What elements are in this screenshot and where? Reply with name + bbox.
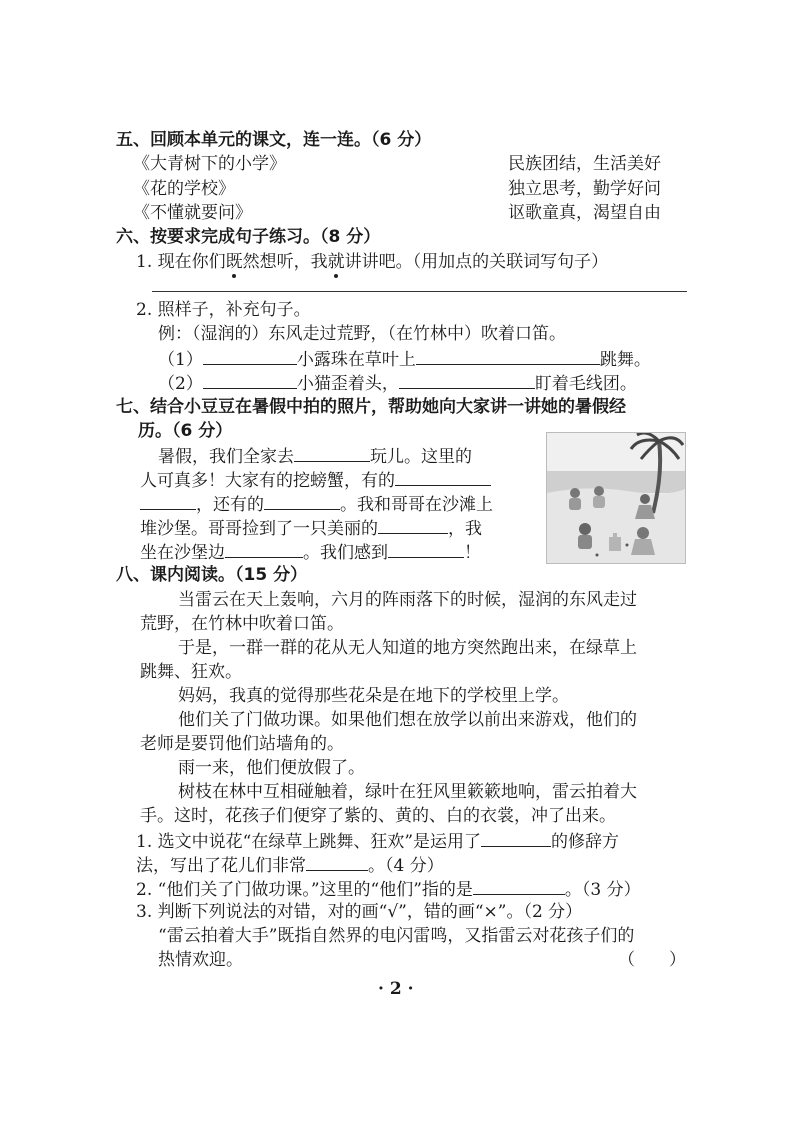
passage-line: 妈妈，我真的觉得那些花朵是在地下的学校里上学。 (178, 686, 569, 706)
section-8-heading: 八、课内阅读。（15 分） (116, 565, 308, 585)
example-sentence: 例：（湿润的）东风走过荒野，（在竹林中）吹着口笛。 (158, 324, 566, 344)
blank[interactable] (294, 443, 370, 462)
match-right-1: 民族团结，生活美好 (508, 154, 661, 174)
fill-sentence-2: （2） 小猫歪着头， 盯着毛线团。 (158, 370, 637, 396)
story-line-5: 坐在沙堡边 。我们感到 ！ (140, 539, 481, 565)
story-line-4: 堆沙堡。哥哥捡到了一只美丽的 ，我 (140, 515, 482, 541)
passage-line: 雨一来，他们便放假了。 (178, 758, 365, 778)
beach-photo-illustration (547, 433, 685, 563)
story-line-2: 人可真多！大家有的挖螃蟹，有的 (140, 467, 491, 493)
section-5-heading: 五、回顾本单元的课文，连一连。（6 分） (116, 130, 432, 150)
page-number: · 2 · (378, 979, 414, 999)
match-right-2: 独立思考，勤学好问 (508, 179, 661, 199)
blank[interactable] (473, 876, 565, 895)
blank[interactable] (264, 491, 340, 510)
dotted-char-ji: 既 (225, 252, 243, 272)
reading-q1-line1: 1. 选文中说花“在绿草上跳舞、狂欢”是运用了 的修辞方 (136, 828, 619, 854)
blank[interactable] (481, 828, 551, 847)
passage-line: 于是，一群一群的花从无人知道的地方突然跑出来，在绿草上 (178, 638, 637, 658)
blank[interactable] (399, 370, 535, 389)
passage-line: 当雷云在天上轰响，六月的阵雨落下的时候，湿润的东风走过 (178, 590, 637, 610)
beach-photo (546, 432, 686, 564)
section-7-heading-line2: 历。（6 分） (138, 421, 233, 441)
section-7-heading-line1: 七、结合小豆豆在暑假中拍的照片，帮助她向大家讲一讲她的暑假经 (116, 397, 626, 417)
blank[interactable] (388, 539, 464, 558)
story-line-1: 暑假，我们全家去 玩儿。这里的 (158, 443, 472, 469)
passage-line: 手。这时，花孩子们便穿了紫的、黄的、白的衣裳，冲了出来。 (140, 806, 616, 826)
match-left-1: 《大青树下的小学》 (133, 154, 286, 174)
sentence-q1: 1. 现在你们既然想听，我就讲讲吧。（用加点的关联词写句子） (136, 252, 609, 272)
fill-sentence-1: （1） 小露珠在草叶上 跳舞。 (158, 346, 651, 372)
blank[interactable] (395, 467, 491, 486)
blank[interactable] (203, 346, 297, 365)
blank[interactable] (306, 852, 368, 871)
reading-q3-statement-line1: “雷云拍着大手”既指自然界的电闪雷鸣，又指雷云对花孩子们的 (158, 926, 635, 946)
blank[interactable] (416, 346, 600, 365)
passage-line: 老师是要罚他们站墙角的。 (140, 734, 344, 754)
answer-line-q1[interactable] (152, 291, 687, 292)
match-right-3: 讴歌童真，渴望自由 (508, 203, 661, 223)
blank[interactable] (378, 515, 448, 534)
section-6-heading: 六、按要求完成句子练习。（8 分） (116, 227, 381, 247)
dotted-char-jiu: 就 (327, 252, 345, 272)
story-line-3: ，还有的 。我和哥哥在沙滩上 (140, 491, 493, 517)
passage-line: 跳舞、狂欢。 (140, 662, 242, 682)
answer-parentheses[interactable]: （ ） (618, 950, 686, 970)
passage-line: 他们关了门做功课。如果他们想在放学以前出来游戏，他们的 (178, 710, 637, 730)
match-left-2: 《花的学校》 (133, 179, 235, 199)
sentence-q2: 2. 照样子，补充句子。 (136, 300, 311, 320)
reading-q3: 3. 判断下列说法的对错，对的画“√”，错的画“×”。（2 分） (136, 902, 583, 922)
blank[interactable] (140, 491, 196, 510)
passage-line: 荒野，在竹林中吹着口笛。 (140, 614, 344, 634)
blank[interactable] (225, 539, 303, 558)
reading-q2: 2. “他们关了门做功课。”这里的“他们”指的是 。（3 分） (136, 876, 641, 902)
match-left-3: 《不懂就要问》 (133, 203, 252, 223)
passage-line: 树枝在林中互相碰触着，绿叶在狂风里簌簌地响，雷云拍着大 (178, 782, 637, 802)
reading-q1-line2: 法，写出了花儿们非常 。（4 分） (136, 852, 444, 878)
blank[interactable] (203, 370, 297, 389)
reading-q3-statement-line2: 热情欢迎。 (158, 950, 243, 970)
